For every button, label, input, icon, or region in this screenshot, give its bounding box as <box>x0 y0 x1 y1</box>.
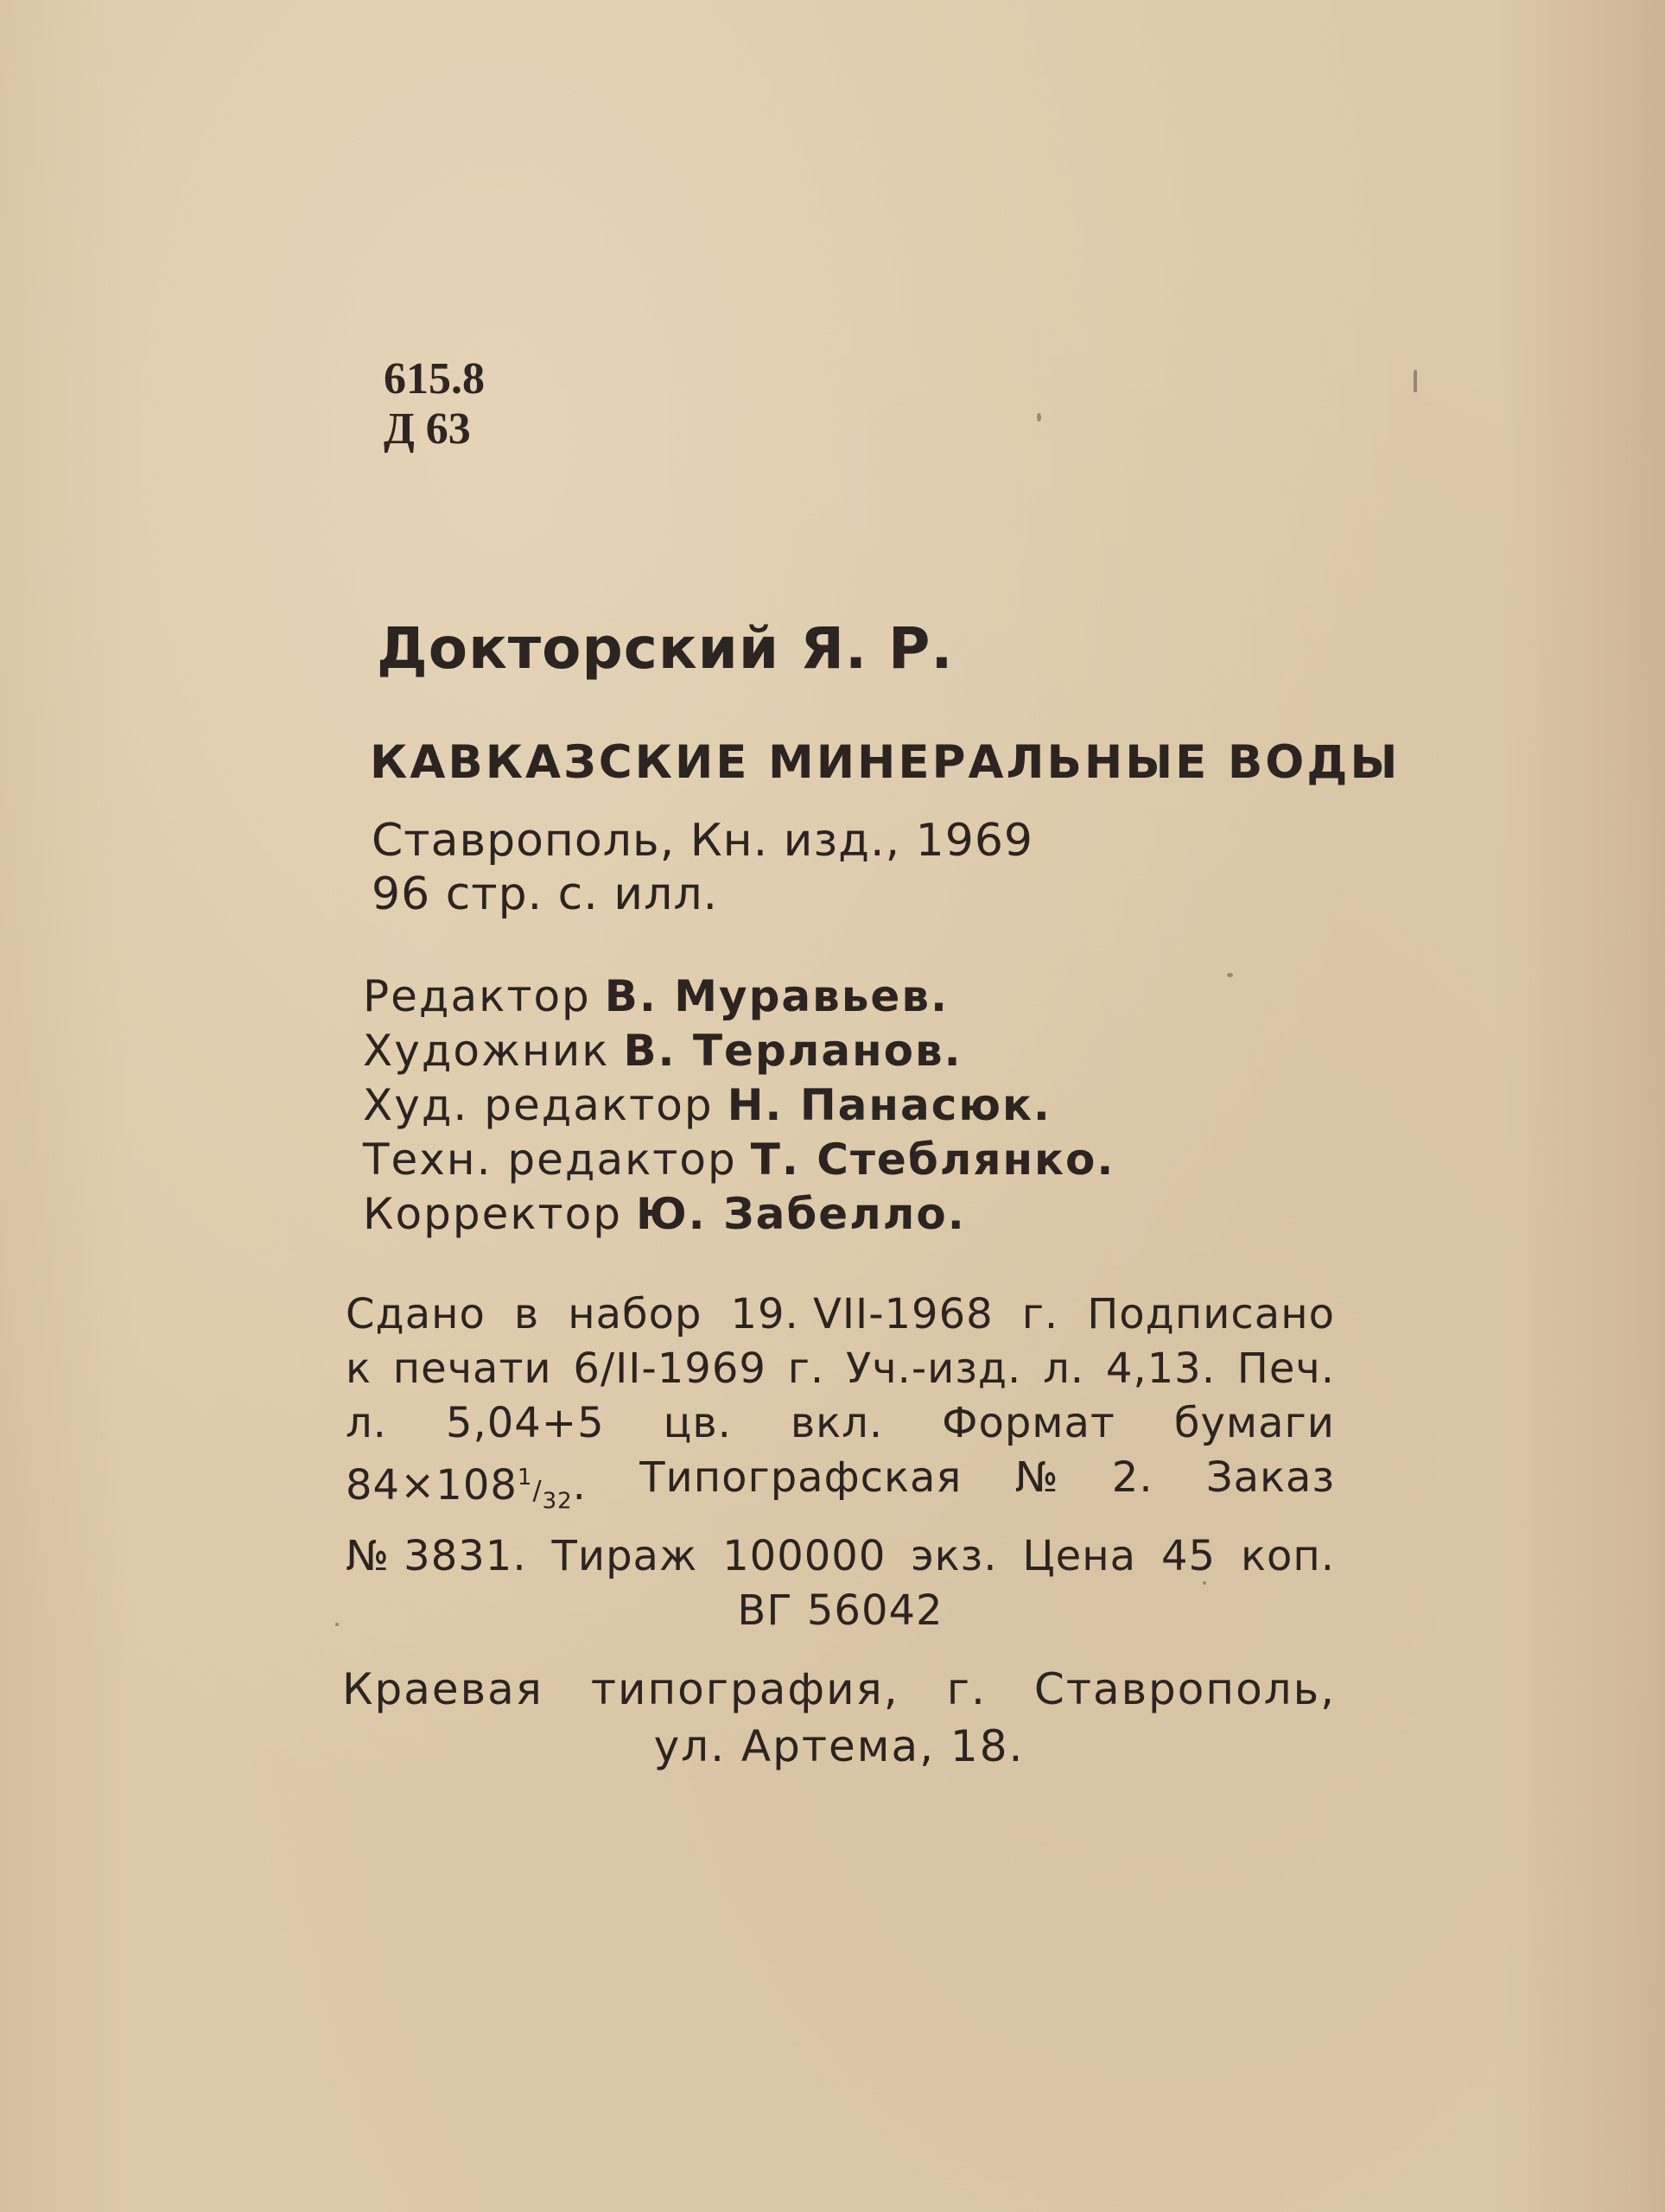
credit-row-artist <box>363 1024 1115 1078</box>
colophon-word: г. <box>1021 1290 1059 1338</box>
page-count: 96 стр. с. илл. <box>372 868 719 920</box>
printer-word: г. <box>946 1664 987 1714</box>
credit-person: Н. Панасюк. <box>727 1080 1052 1130</box>
colophon-word: Уч.-изд. <box>845 1344 1022 1393</box>
credit-role: Худ. редактор <box>363 1080 714 1130</box>
classification-codes <box>384 354 485 454</box>
printer-address: ул. Артема, 18. <box>653 1721 1025 1771</box>
colophon-line-5 <box>346 1529 1335 1584</box>
colophon-word: г. <box>787 1344 825 1393</box>
paper-format-denominator: 32 <box>542 1488 573 1515</box>
printer-word: Краевая <box>342 1664 543 1714</box>
colophon-line-4 <box>346 1451 1335 1529</box>
colophon-line-2 <box>346 1342 1335 1396</box>
colophon-word: 100000 <box>722 1531 887 1580</box>
colophon-word: в <box>513 1290 540 1338</box>
printer-word: типография, <box>590 1664 899 1714</box>
colophon-word: Типографская <box>639 1453 963 1502</box>
paper-speck <box>335 1623 339 1626</box>
colophon-line-3 <box>346 1396 1335 1451</box>
imprint-block <box>372 814 1033 921</box>
credit-row-editor <box>363 969 1115 1024</box>
index-code: ВГ 56042 <box>737 1586 944 1635</box>
colophon-word: 2. <box>1111 1453 1153 1502</box>
colophon-word: к <box>346 1344 372 1393</box>
credit-row-proofreader <box>363 1187 1115 1242</box>
colophon-word: цв. <box>663 1399 732 1447</box>
credits-list <box>363 969 1115 1242</box>
credit-person: Ю. Забелло. <box>635 1189 966 1239</box>
author-mark: Д 63 <box>384 404 471 454</box>
credit-role: Художник <box>363 1026 610 1076</box>
credit-person: В. Муравьев. <box>604 971 949 1021</box>
colophon-line-1 <box>346 1287 1335 1342</box>
book-title: КАВКАЗСКИЕ МИНЕРАЛЬНЫЕ ВОДЫ <box>370 736 1401 789</box>
colophon-word: Печ. <box>1236 1344 1335 1393</box>
paper-speck <box>1037 413 1041 422</box>
colophon-word: набор <box>568 1290 702 1338</box>
paper-format-base: 84×108 <box>346 1461 518 1510</box>
printer-block <box>342 1661 1336 1775</box>
credit-role: Техн. редактор <box>363 1135 737 1185</box>
colophon-word: 4,13. <box>1105 1344 1216 1393</box>
colophon-word: Сдано <box>346 1290 486 1338</box>
credit-row-tech-editor <box>363 1133 1115 1187</box>
colophon-word: коп. <box>1240 1531 1335 1580</box>
colophon-word: № 3831. <box>346 1531 527 1580</box>
udc-code: 615.8 <box>384 354 485 404</box>
colophon-word: бумаги <box>1173 1399 1335 1447</box>
colophon-word: л. <box>1043 1344 1085 1393</box>
colophon-word: Подписано <box>1087 1290 1335 1338</box>
colophon-word: Формат <box>942 1399 1115 1447</box>
colophon-word: Цена <box>1022 1531 1136 1580</box>
colophon-word: 45 <box>1160 1531 1217 1580</box>
printer-line-1 <box>342 1661 1336 1718</box>
colophon-word: № <box>1014 1453 1059 1502</box>
colophon-word: Тираж <box>551 1531 698 1580</box>
colophon-word: 6/II-1969 <box>573 1344 766 1393</box>
colophon-word: печати <box>392 1344 552 1393</box>
paper-speck <box>1414 370 1417 392</box>
colophon-line-6 <box>346 1584 1335 1638</box>
credit-person: Т. Стеблянко. <box>750 1135 1115 1185</box>
paper-format <box>346 1451 587 1529</box>
colophon-block <box>346 1287 1335 1638</box>
publication-info: Ставрополь, Кн. изд., 1969 <box>372 815 1033 867</box>
colophon-word: 19. VII-1968 <box>730 1290 994 1338</box>
colophon-word: 5,04+5 <box>445 1399 605 1447</box>
printer-word: Ставрополь, <box>1033 1664 1336 1714</box>
credit-role: Редактор <box>363 971 591 1021</box>
credit-role: Корректор <box>363 1189 622 1239</box>
paper-speck <box>1227 973 1233 977</box>
author-name: Докторский Я. Р. <box>377 615 954 682</box>
colophon-word: л. <box>346 1399 387 1447</box>
fraction-period: . <box>572 1461 587 1510</box>
paper-speck <box>1203 1581 1206 1585</box>
colophon-word: Заказ <box>1205 1453 1335 1502</box>
printer-line-2 <box>342 1718 1336 1775</box>
colophon-word: экз. <box>911 1531 998 1580</box>
credit-row-art-editor <box>363 1078 1115 1133</box>
credit-person: В. Терланов. <box>623 1026 963 1076</box>
fraction-slash: / <box>532 1476 543 1506</box>
colophon-word: вкл. <box>790 1399 884 1447</box>
paper-format-numerator: 1 <box>517 1465 533 1491</box>
